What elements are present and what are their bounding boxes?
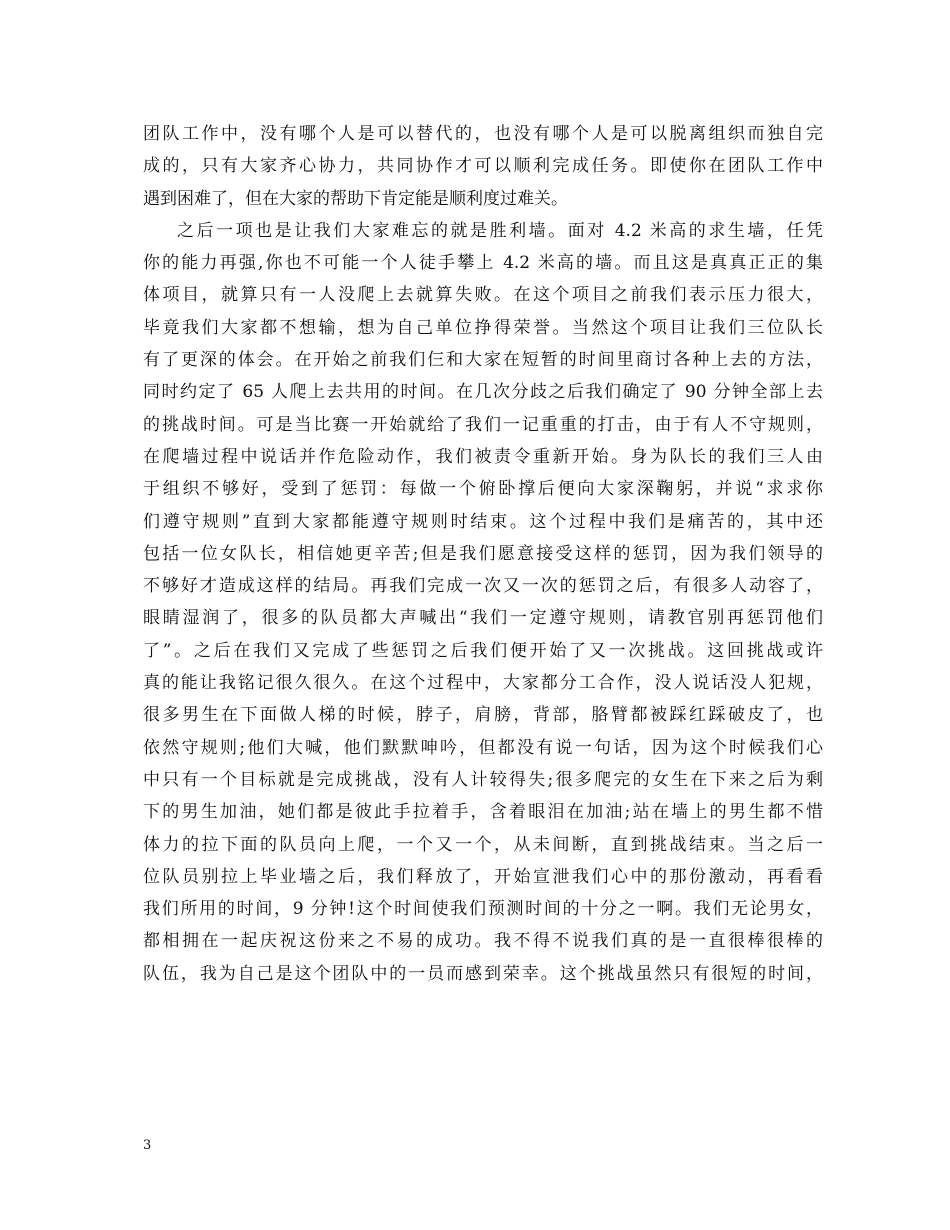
text-line: 真的能让我铭记很久很久。在这个过程中，大家都分工合作，没人说话没人犯规， [143,673,823,694]
text-line: 队伍，我为自己是这个团队中的一员而感到荣幸。这个挑战虽然只有很短的时间， [143,963,823,984]
text-line: 于组织不够好，受到了惩罚：每做一个俯卧撑后便向大家深鞠躬，并说“求求你 [143,479,823,500]
text-line: 在爬墙过程中说话并作危险动作，我们被责令重新开始。身为队长的我们三人由 [143,446,823,467]
paragraph-2 [143,215,823,990]
text-line: 不够好才造成这样的结局。再我们完成一次又一次的惩罚之后，有很多人动容了， [143,576,823,597]
text-line: 下的男生加油，她们都是彼此手拉着手，含着眼泪在加油;站在墙上的男生都不惜 [143,802,823,823]
text-line: 遇到困难了，但在大家的帮助下肯定能是顺利度过难关。 [143,188,568,209]
text-line: 体项目，就算只有一人没爬上去就算失败。在这个项目之前我们表示压力很大， [143,285,823,306]
text-line: 同时约定了 65 人爬上去共用的时间。在几次分歧之后我们确定了 90 分钟全部上去 [143,382,823,403]
text-line: 成的，只有大家齐心协力，共同协作才可以顺利完成任务。即使你在团队工作中 [143,156,823,177]
page-number: 3 [143,1138,152,1153]
text-line: 眼睛湿润了，很多的队员都大声喊出“我们一定遵守规则，请教官别再惩罚他们 [143,608,823,629]
paragraph-1 [143,118,823,215]
text-line: 很多男生在下面做人梯的时候，脖子，肩膀，背部，胳臂都被踩红踩破皮了，也 [143,705,823,726]
text-line: 体力的拉下面的队员向上爬，一个又一个，从未间断，直到挑战结束。当之后一 [143,834,823,855]
body-text [143,118,823,990]
text-line: 有了更深的体会。在开始之前我们仨和大家在短暂的时间里商讨各种上去的方法， [143,350,823,371]
text-line: 团队工作中，没有哪个人是可以替代的，也没有哪个人是可以脱离组织而独自完 [143,124,823,144]
text-line: 你的能力再强,你也不可能一个人徒手攀上 4.2 米高的墙。而且这是真真正正的集 [143,253,823,274]
text-line: 位队员别拉上毕业墙之后，我们释放了，开始宣泄我们心中的那份激动，再看看 [143,866,823,887]
text-line: 中只有一个目标就是完成挑战，没有人计较得失;很多爬完的女生在下来之后为剩 [143,769,823,790]
text-line: 依然守规则;他们大喊，他们默默呻吟，但都没有说一句话，因为这个时候我们心 [143,737,823,758]
text-line: 之后一项也是让我们大家难忘的就是胜利墙。面对 4.2 米高的求生墙，任凭 [177,220,823,241]
text-line: 们遵守规则”直到大家都能遵守规则时结束。这个过程中我们是痛苦的，其中还 [143,511,823,532]
text-line: 包括一位女队长，相信她更辛苦;但是我们愿意接受这样的惩罚，因为我们领导的 [143,543,823,564]
text-line: 了”。之后在我们又完成了些惩罚之后我们便开始了又一次挑战。这回挑战或许 [143,640,823,661]
text-line: 的挑战时间。可是当比赛一开始就给了我们一记重重的打击，由于有人不守规则， [143,414,823,435]
text-line: 都相拥在一起庆祝这份来之不易的成功。我不得不说我们真的是一直很棒很棒的 [143,931,823,952]
text-line: 我们所用的时间，9 分钟!这个时间使我们预测时间的十分之一啊。我们无论男女， [143,899,823,920]
text-line: 毕竟我们大家都不想输，想为自己单位挣得荣誉。当然这个项目让我们三位队长 [143,317,823,338]
